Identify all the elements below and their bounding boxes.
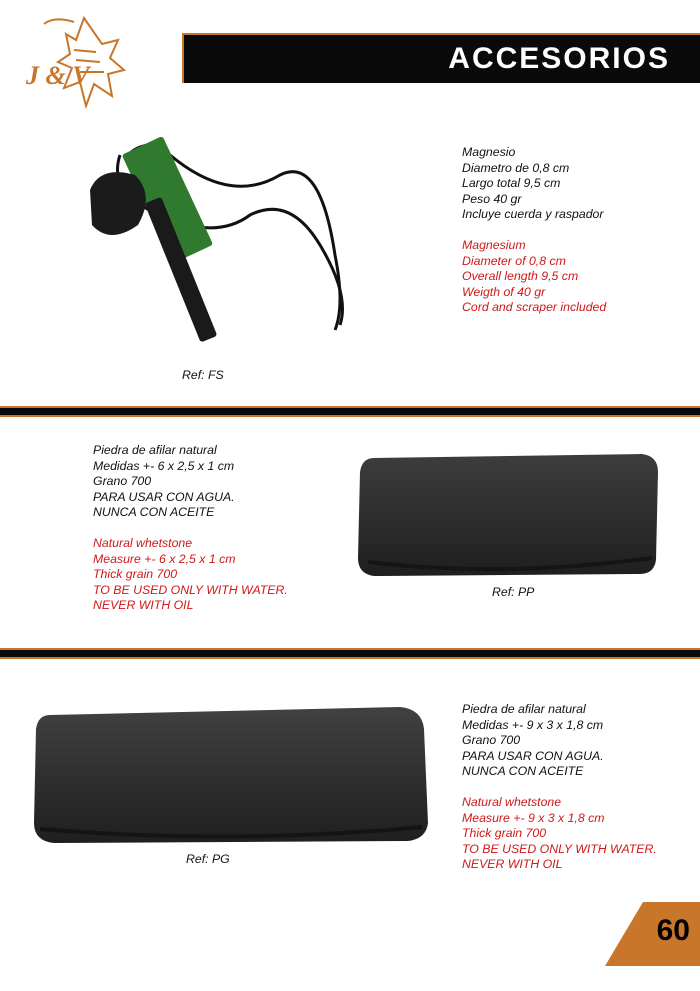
- fs-en-line: Overall length 9,5 cm: [462, 269, 579, 284]
- page-title: ACCESORIOS: [448, 42, 670, 75]
- pp-en-line: Natural whetstone: [93, 535, 193, 550]
- pp-es-line: PARA USAR CON AGUA.: [93, 489, 235, 504]
- handle-icon: [90, 172, 146, 235]
- pg-description: [462, 702, 657, 873]
- large-whetstone-image: [30, 705, 430, 845]
- ref-pp: Ref: PP: [492, 585, 535, 599]
- pg-en-line: Natural whetstone: [462, 794, 562, 809]
- fs-en-line: Weigth of 40 gr: [462, 284, 546, 299]
- pp-en-line: Thick grain 700: [93, 567, 178, 582]
- fs-es-line: Largo total 9,5 cm: [462, 176, 561, 191]
- section-divider: [0, 406, 700, 417]
- fs-es-line: Diametro de 0,8 cm: [462, 160, 570, 175]
- fs-es-line: Incluye cuerda y raspador: [462, 207, 604, 222]
- pg-es-line: PARA USAR CON AGUA.: [462, 748, 604, 763]
- pg-es-line: NUNCA CON ACEITE: [462, 764, 584, 779]
- fs-es-line: Magnesio: [462, 145, 516, 159]
- fs-en-line: Magnesium: [462, 237, 526, 252]
- pp-en-line: TO BE USED ONLY WITH WATER.: [93, 582, 288, 597]
- pg-es-line: Medidas +- 9 x 3 x 1,8 cm: [462, 717, 604, 732]
- title-bar: [182, 33, 700, 83]
- pg-en-line: TO BE USED ONLY WITH WATER.: [462, 841, 657, 856]
- small-whetstone-image: [352, 450, 662, 580]
- ref-fs: Ref: FS: [182, 368, 224, 382]
- ref-pg: Ref: PG: [186, 852, 230, 866]
- pp-en-line: Measure +- 6 x 2,5 x 1 cm: [93, 551, 236, 566]
- pp-es-line: Medidas +- 6 x 2,5 x 1 cm: [93, 458, 235, 473]
- page-number-badge: [605, 902, 700, 966]
- pg-es-line: Piedra de afilar natural: [462, 702, 586, 716]
- logo-j: J & V: [26, 61, 90, 90]
- pp-es-line: NUNCA CON ACEITE: [93, 505, 215, 520]
- fs-en-line: Diameter of 0,8 cm: [462, 253, 566, 268]
- fs-description: [462, 145, 606, 316]
- pp-description: [93, 443, 288, 614]
- pp-en-line: NEVER WITH OIL: [93, 598, 194, 613]
- page-number: 60: [656, 914, 690, 947]
- fs-en-line: Cord and scraper included: [462, 300, 607, 315]
- pg-en-line: Thick grain 700: [462, 826, 547, 841]
- fire-starter-image: [80, 135, 380, 355]
- pg-es-line: Grano 700: [462, 733, 521, 748]
- pg-en-line: Measure +- 9 x 3 x 1,8 cm: [462, 810, 605, 825]
- fs-es-line: Peso 40 gr: [462, 191, 522, 206]
- pp-es-line: Grano 700: [93, 474, 152, 489]
- pp-es-line: Piedra de afilar natural: [93, 443, 217, 457]
- wolf-logo: [14, 10, 132, 128]
- pg-en-line: NEVER WITH OIL: [462, 857, 563, 872]
- section-divider: [0, 648, 700, 659]
